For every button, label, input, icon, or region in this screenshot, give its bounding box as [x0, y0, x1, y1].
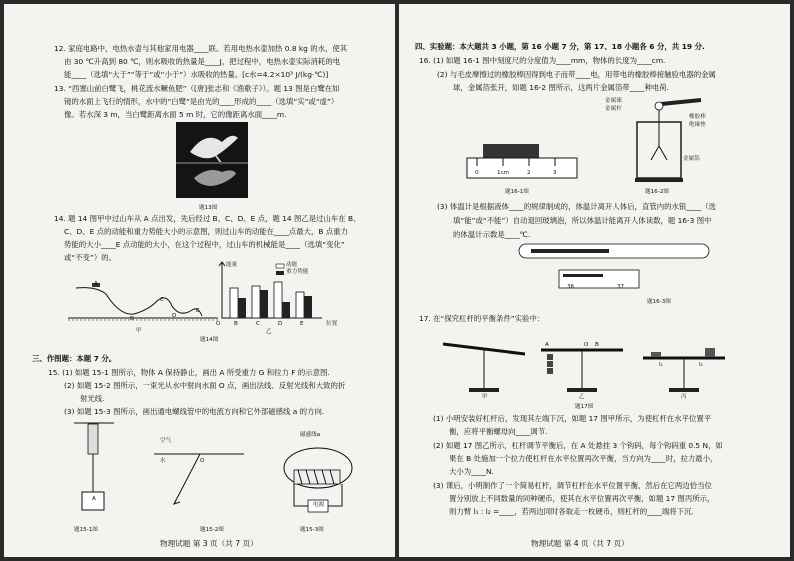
left-exam-page	[4, 4, 395, 557]
q15-line-3: 射光线.	[80, 394, 105, 403]
right-exam-page	[399, 4, 790, 557]
thermometer-mark-36: 36	[567, 284, 575, 290]
label-pivot-o: O	[584, 342, 589, 348]
label-metal-rod: 金属杆	[605, 106, 622, 112]
fig14-yi-label: 乙	[266, 329, 272, 335]
q16-line-1: 16. (1) 如题 16-1 图中刻度尺的分度值为____mm，物体的长度为____cm.	[419, 56, 666, 65]
lever-jia-figure	[439, 334, 529, 394]
label-metal-ball: 金属球	[605, 98, 622, 104]
q16-line-2: (2) 与毛皮摩擦过的橡胶棒因得到电子而带____电，用带电的橡胶棒接触验电器的金属	[437, 70, 716, 79]
fig17-caption: 题17图	[575, 404, 594, 410]
fig17-bing-label: 丙	[681, 394, 687, 400]
q12-line-1: 12. 家庭电路中，电热水壶与其他家用电器____联。若用电热水壶加热 0.8 kg 的水，使其	[54, 44, 348, 53]
thermometer-mark-37: 37	[617, 284, 625, 290]
point-d: D	[172, 313, 177, 319]
q16-line-6: 的体温计示数是____℃.	[453, 230, 531, 239]
energy-bar-chart	[216, 262, 326, 324]
bar-label-b: B	[234, 321, 238, 327]
q13-line-3: 像。若水深 3 m，当白鹭距离水面 5 m 时，它的像距离水面____m.	[64, 110, 287, 119]
q13-line-1: 13. “西塞山前白鹭飞，桃花流水鳜鱼肥”（[唐]张志和《渔歌子》）。题 13 图是白鹭在如	[54, 84, 340, 93]
spring-scale-figure	[74, 422, 114, 522]
q14-line-4: 或“不变”）的。	[64, 253, 117, 262]
label-block-a: A	[92, 496, 96, 502]
ruler-mark-1: 1cm	[497, 170, 510, 176]
point-a: A	[94, 281, 98, 287]
egret-photo	[176, 122, 248, 198]
ruler-figure	[467, 144, 577, 184]
q12-line-2: 由 30 ℃升高到 80 ℃，则水吸收的热量是____J，把过程中，电热水壶实际消耗的电	[64, 57, 341, 66]
q12-line-3: 能____（选填“大于”“等于”或“小于”）水吸收的热量。[c水=4.2×10³ J/(kg·℃)]	[64, 70, 329, 79]
legend-kinetic: 动能	[286, 262, 298, 268]
label-water: 水	[160, 458, 166, 464]
fig17-yi-label: 乙	[579, 394, 585, 400]
bar-label-d: D	[278, 321, 283, 327]
lever-yi-figure	[537, 334, 627, 394]
point-c: C	[160, 297, 164, 303]
fig13-caption: 题13图	[199, 205, 218, 211]
label-metal-foil: 金属箔	[683, 156, 700, 162]
fig16-3-caption: 题16-3图	[647, 299, 671, 305]
label-insulator: 绝缘垫	[689, 122, 706, 128]
left-page-footer: 物理试题 第 3 页（共 7 页）	[160, 539, 258, 548]
q14-line-3: 势能的大小____E 点动能的大小，在这个过程中，过山车的机械能是____（选填“变化”	[64, 240, 345, 249]
q15-line-1: 15. (1) 如题 15-1 图所示，物体 A 保持静止，画出 A 所受重力 G 和拉力 F 的示意图.	[48, 368, 330, 377]
ruler-mark-0: 0	[475, 170, 479, 176]
q15-line-2: (2) 如题 15-2 图所示，一束光从水中射向水面 O 点，画出法线、反射光线和大致的折	[64, 381, 346, 390]
q16-line-5: 填“能”或“不能”）自动退回玻璃泡，所以体温计能离开人体读数，题 16-3 图中	[453, 216, 712, 225]
egret-figure	[176, 122, 248, 198]
q13-line-2: 镜的水面上飞行的情形，水中的“白鹭”是由光的____形成的____（选填“实”或“虚”）	[64, 97, 339, 106]
label-power-source: 电源	[313, 502, 325, 508]
point-e: E	[196, 308, 200, 314]
q17-intro: 17. 在“探究杠杆的平衡条件”实验中：	[419, 314, 545, 323]
label-point-a: A	[545, 342, 549, 348]
section3-heading: 三、作图题：本题 7 分。	[32, 354, 117, 363]
label-point-b: B	[595, 342, 599, 348]
refraction-figure	[154, 444, 244, 514]
energy-axis-label: 能量	[226, 262, 238, 268]
q14-line-2: C、D、E 点的动能和重力势能大小的示意图，则过山车的动能在____点最大，B 点重力	[64, 227, 348, 236]
label-point-o: O	[200, 458, 205, 464]
q16-line-3: 球，金属箔张开，如题 16-2 图所示，这两片金属箔带____种电荷.	[453, 83, 669, 92]
fig15-2-caption: 题15-2图	[200, 527, 224, 533]
roller-coaster-diagram	[68, 266, 218, 326]
q17-line-8: 则力臂 l₁ : l₂ =____，若两边同时各取走一枚硬币，则杠杆的____端将下沉.	[449, 507, 694, 516]
section4-heading: 四、实验题：本大题共 3 小题，第 16 小题 7 分，第 17、18 小题各 6 分，共 19 分.	[415, 42, 705, 51]
q16-line-4: (3) 体温计是根据液体____的规律制成的，体温计离开人体后，直管内的水银____（选	[437, 202, 716, 211]
ruler-mark-3: 3	[553, 170, 557, 176]
q14-line-1: 14. 题 14 图甲中过山车从 A 点出发，先后经过 B、C、D、E 点，题 14 图乙是过山车在 B、	[54, 214, 361, 223]
label-arm-l2: l₂	[699, 362, 703, 368]
fig16-1-caption: 题16-1图	[505, 189, 529, 195]
label-field-line: 磁感线a	[300, 432, 321, 438]
legend-potential: 重力势能	[286, 269, 309, 275]
label-arm-l1: l₁	[659, 362, 663, 368]
fig14-caption: 题14图	[200, 337, 219, 343]
q15-line-4: (3) 如题 15-3 图所示，画出通电螺线管中的电流方向和它外部磁感线 a 的方向.	[64, 407, 325, 416]
electroscope-figure	[631, 96, 701, 186]
fig15-1-caption: 题15-1图	[74, 527, 98, 533]
fig16-2-caption: 题16-2图	[645, 189, 669, 195]
origin-label: O	[216, 321, 221, 327]
fig15-3-caption: 题15-3图	[300, 527, 324, 533]
lever-bing-figure	[639, 334, 729, 394]
right-page-footer: 物理试题 第 4 页（共 7 页）	[531, 539, 629, 548]
bar-label-c: C	[256, 321, 260, 327]
bar-label-e: E	[300, 321, 304, 327]
q17-line-5: 大小为____N.	[449, 467, 494, 476]
point-b: B	[130, 316, 134, 322]
q17-line-7: 置分别放上不同数量的同种硬币，使其在水平位置再次平衡，如题 17 图丙所示，	[449, 494, 715, 503]
q17-line-1: (1) 小明安装好杠杆后，发现其左端下沉，如题 17 图甲所示，为使杠杆在水平位置平	[433, 414, 712, 423]
q17-line-4: 果在 B 处施加一个拉力使杠杆在水平位置再次平衡，当方向为____时，拉力最小，	[449, 454, 718, 463]
q17-line-6: (3) 课后，小明制作了一个简易杠杆，调节杠杆在水平位置平衡，然后在它两边恰当位	[433, 481, 712, 490]
label-air: 空气	[160, 438, 172, 444]
fig14-jia-label: 甲	[136, 328, 142, 334]
label-rubber-rod: 橡胶棒	[689, 114, 706, 120]
q17-line-3: (2) 如题 17 图乙所示，杠杆调节平衡后，在 A 处悬挂 3 个钩码，每个钩码重 0.5 N，如	[433, 441, 723, 450]
q17-line-2: 衡，应将平衡螺母向____调节.	[449, 427, 548, 436]
ruler-mark-2: 2	[527, 170, 531, 176]
position-axis-label: 位置	[326, 321, 338, 327]
fig17-jia-label: 甲	[482, 394, 488, 400]
